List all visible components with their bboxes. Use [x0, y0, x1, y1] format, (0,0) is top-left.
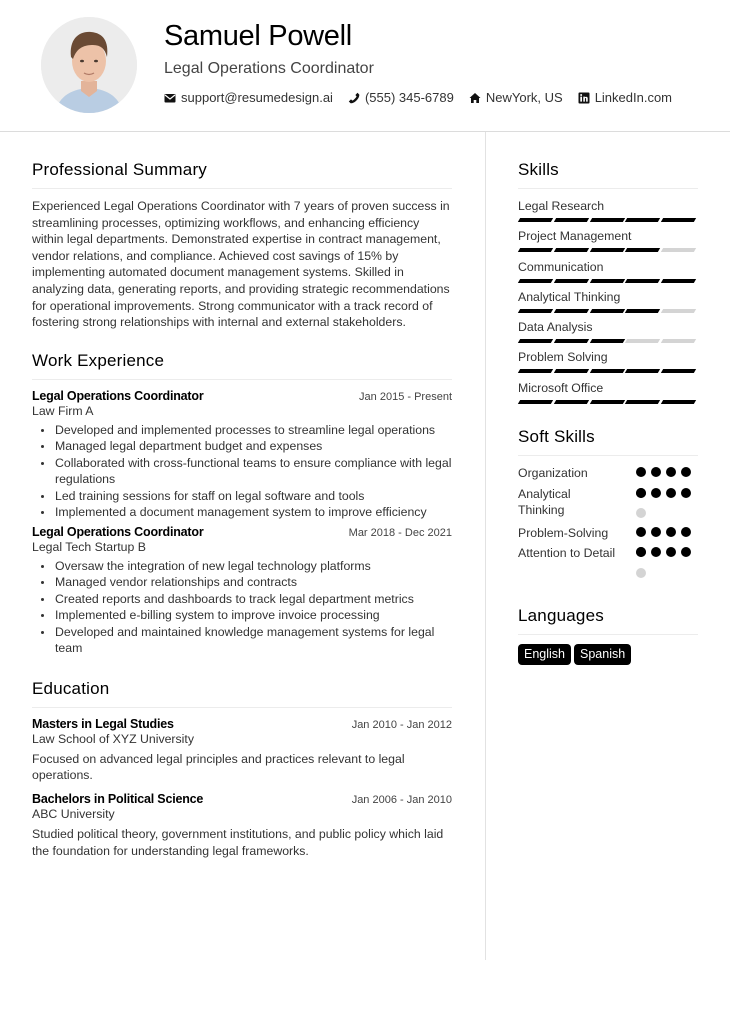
soft-skill-name: Problem-Solving	[518, 525, 609, 540]
education-date: Jan 2010 - Jan 2012	[351, 718, 452, 731]
skill-item	[518, 198, 698, 228]
education-date: Jan 2006 - Jan 2010	[351, 793, 452, 806]
rating-dot-filled	[636, 488, 646, 498]
level-segment-filled	[518, 369, 553, 373]
language-tags	[518, 644, 698, 665]
level-segment-filled	[625, 248, 660, 252]
work-experience-section	[32, 351, 452, 657]
section-title: Languages	[518, 606, 698, 635]
job-bullets	[32, 558, 452, 657]
level-segment-filled	[554, 400, 589, 404]
level-segment-filled	[554, 218, 589, 222]
soft-skill-item	[518, 545, 698, 584]
level-segment-filled	[554, 279, 589, 283]
rating-dot-filled	[681, 547, 691, 557]
education-entry	[32, 792, 452, 859]
soft-skill-name: Analytical Thinking	[518, 486, 571, 518]
contact-linkedin[interactable]	[578, 90, 672, 105]
level-segment-filled	[661, 400, 696, 404]
job-bullet: Managed legal department budget and expenses	[32, 438, 452, 455]
soft-skill-name: Attention to Detail	[518, 546, 616, 561]
phone-icon	[348, 92, 360, 104]
rating-dot-filled	[651, 547, 661, 557]
candidate-name: Samuel Powell	[164, 20, 352, 52]
profile-photo	[41, 17, 137, 113]
skill-level-bar	[519, 400, 698, 404]
candidate-role: Legal Operations Coordinator	[164, 60, 374, 77]
soft-skills-list	[518, 465, 698, 584]
level-segment-empty	[661, 339, 696, 343]
rating-dot-filled	[651, 488, 661, 498]
job-bullet: Created reports and dashboards to track legal department metrics	[32, 591, 452, 608]
soft-skills-section	[518, 427, 698, 584]
section-title: Skills	[518, 160, 698, 189]
rating-dot-filled	[636, 467, 646, 477]
level-segment-filled	[518, 400, 553, 404]
section-title: Soft Skills	[518, 427, 698, 456]
level-segment-filled	[554, 309, 589, 313]
level-segment-filled	[625, 309, 660, 313]
rating-dot-filled	[666, 527, 676, 537]
level-segment-filled	[661, 369, 696, 373]
level-segment-filled	[625, 279, 660, 283]
professional-summary-section	[32, 160, 452, 331]
level-segment-empty	[661, 309, 696, 313]
job-bullet: Developed and implemented processes to streamline legal operations	[32, 422, 452, 439]
education-entry	[32, 717, 452, 784]
skill-level-bar	[519, 279, 698, 283]
level-segment-filled	[589, 339, 624, 343]
rating-dot-filled	[666, 547, 676, 557]
level-segment-filled	[518, 309, 553, 313]
job-title: Legal Operations Coordinator	[32, 388, 204, 403]
skill-name: Analytical Thinking	[518, 289, 621, 304]
contact-linkedin-text: LinkedIn.com	[594, 90, 673, 105]
rating-dot-filled	[666, 488, 676, 498]
level-segment-filled	[661, 279, 696, 283]
soft-skill-rating	[636, 547, 696, 588]
skill-level-bar	[519, 248, 698, 252]
level-segment-filled	[589, 369, 624, 373]
rating-dot-filled	[666, 467, 676, 477]
rating-dot-filled	[681, 527, 691, 537]
languages-section	[518, 606, 698, 665]
home-icon	[469, 92, 481, 104]
degree-title: Masters in Legal Studies	[32, 716, 174, 731]
skill-item	[518, 228, 698, 258]
envelope-icon	[164, 92, 176, 104]
skill-level-bar	[519, 218, 698, 222]
section-title: Education	[32, 679, 452, 708]
skill-level-bar	[519, 339, 698, 343]
level-segment-filled	[625, 369, 660, 373]
skills-list	[518, 198, 698, 410]
skill-name: Microsoft Office	[518, 380, 604, 395]
skill-name: Communication	[518, 259, 604, 274]
contact-email[interactable]	[164, 90, 333, 105]
level-segment-empty	[661, 248, 696, 252]
job-bullet: Led training sessions for staff on legal software and tools	[32, 488, 452, 505]
job-bullet: Developed and maintained knowledge management systems for legal team	[32, 624, 452, 657]
rating-dot-empty	[636, 508, 646, 518]
skill-item	[518, 380, 698, 410]
skill-item	[518, 259, 698, 289]
job-bullet: Managed vendor relationships and contracts	[32, 574, 452, 591]
language-tag: English	[518, 644, 571, 665]
soft-skill-item	[518, 465, 698, 486]
skill-item	[518, 349, 698, 379]
skill-name: Data Analysis	[518, 320, 593, 335]
job-bullet: Implemented e-billing system to improve invoice processing	[32, 607, 452, 624]
contact-list	[164, 90, 687, 105]
resume-header	[0, 0, 730, 132]
level-segment-filled	[625, 218, 660, 222]
contact-phone-text: (555) 345-6789	[364, 90, 454, 105]
sidebar-column	[518, 160, 698, 665]
education-description: Focused on advanced legal principles and practices relevant to legal operations.	[32, 751, 405, 783]
job-bullet: Oversaw the integration of new legal technology platforms	[32, 558, 452, 575]
level-segment-filled	[518, 279, 553, 283]
contact-email-text: support@resumedesign.ai	[181, 90, 333, 105]
school-name: ABC University	[32, 806, 115, 821]
level-segment-filled	[554, 248, 589, 252]
rating-dot-empty	[636, 568, 646, 578]
level-segment-filled	[589, 218, 624, 222]
skill-level-bar	[519, 309, 698, 313]
skill-item	[518, 289, 698, 319]
skill-name: Legal Research	[518, 199, 605, 213]
linkedin-icon	[578, 92, 590, 104]
soft-skill-name: Organization	[518, 466, 588, 481]
job-bullet: Collaborated with cross-functional teams to ensure compliance with legal regulations	[32, 455, 452, 488]
job-title: Legal Operations Coordinator	[32, 524, 204, 539]
soft-skill-item	[518, 525, 698, 546]
job-entry	[32, 525, 452, 657]
level-segment-filled	[518, 339, 553, 343]
skill-name: Project Management	[518, 229, 632, 244]
language-tag: Spanish	[574, 644, 631, 665]
summary-text: Experienced Legal Operations Coordinator with 7 years of proven success in streamlining processes, optimizing workflows, and enhancing efficiency within legal departments. Demonstrated expertise in contract management, vendor relations, and compliance. Achieved cost savings of 15% by implementing automated document management systems. Skilled in analyzing data, generating reports, and providing strategic recommendations for operational improvements. Strong communicator with a track record of fostering strong relationships with internal and external stakeholders.	[32, 199, 450, 330]
skill-name: Problem Solving	[518, 350, 608, 365]
section-title: Work Experience	[32, 351, 452, 380]
rating-dot-filled	[651, 467, 661, 477]
level-segment-empty	[625, 339, 660, 343]
level-segment-filled	[589, 400, 624, 404]
job-company: Legal Tech Startup B	[32, 539, 146, 554]
soft-skill-item	[518, 486, 698, 525]
education-description: Studied political theory, government institutions, and public policy which laid the foundation for understanding legal frameworks.	[32, 826, 444, 858]
skills-section	[518, 160, 698, 410]
job-bullets	[32, 422, 452, 521]
skill-item	[518, 319, 698, 349]
level-segment-filled	[661, 218, 696, 222]
job-date: Jan 2015 - Present	[359, 390, 452, 403]
contact-location-text: NewYork, US	[485, 90, 563, 105]
job-company: Law Firm A	[32, 403, 94, 418]
level-segment-filled	[589, 309, 624, 313]
level-segment-filled	[625, 400, 660, 404]
rating-dot-filled	[636, 527, 646, 537]
main-column	[32, 160, 452, 859]
column-divider	[485, 132, 486, 960]
rating-dot-filled	[636, 547, 646, 557]
education-section	[32, 679, 452, 859]
section-title: Professional Summary	[32, 160, 452, 189]
person-avatar-icon	[41, 17, 137, 113]
rating-dot-filled	[681, 467, 691, 477]
job-date: Mar 2018 - Dec 2021	[348, 526, 452, 539]
contact-location	[469, 90, 563, 105]
contact-phone[interactable]	[348, 90, 454, 105]
level-segment-filled	[589, 248, 624, 252]
job-entry	[32, 389, 452, 521]
rating-dot-filled	[681, 488, 691, 498]
level-segment-filled	[554, 369, 589, 373]
level-segment-filled	[554, 339, 589, 343]
school-name: Law School of XYZ University	[32, 731, 194, 746]
rating-dot-filled	[651, 527, 661, 537]
level-segment-filled	[518, 248, 553, 252]
degree-title: Bachelors in Political Science	[32, 791, 204, 806]
level-segment-filled	[589, 279, 624, 283]
job-bullet: Implemented a document management system to improve efficiency	[32, 504, 452, 521]
soft-skill-rating	[636, 488, 696, 529]
level-segment-filled	[518, 218, 553, 222]
skill-level-bar	[519, 369, 698, 373]
